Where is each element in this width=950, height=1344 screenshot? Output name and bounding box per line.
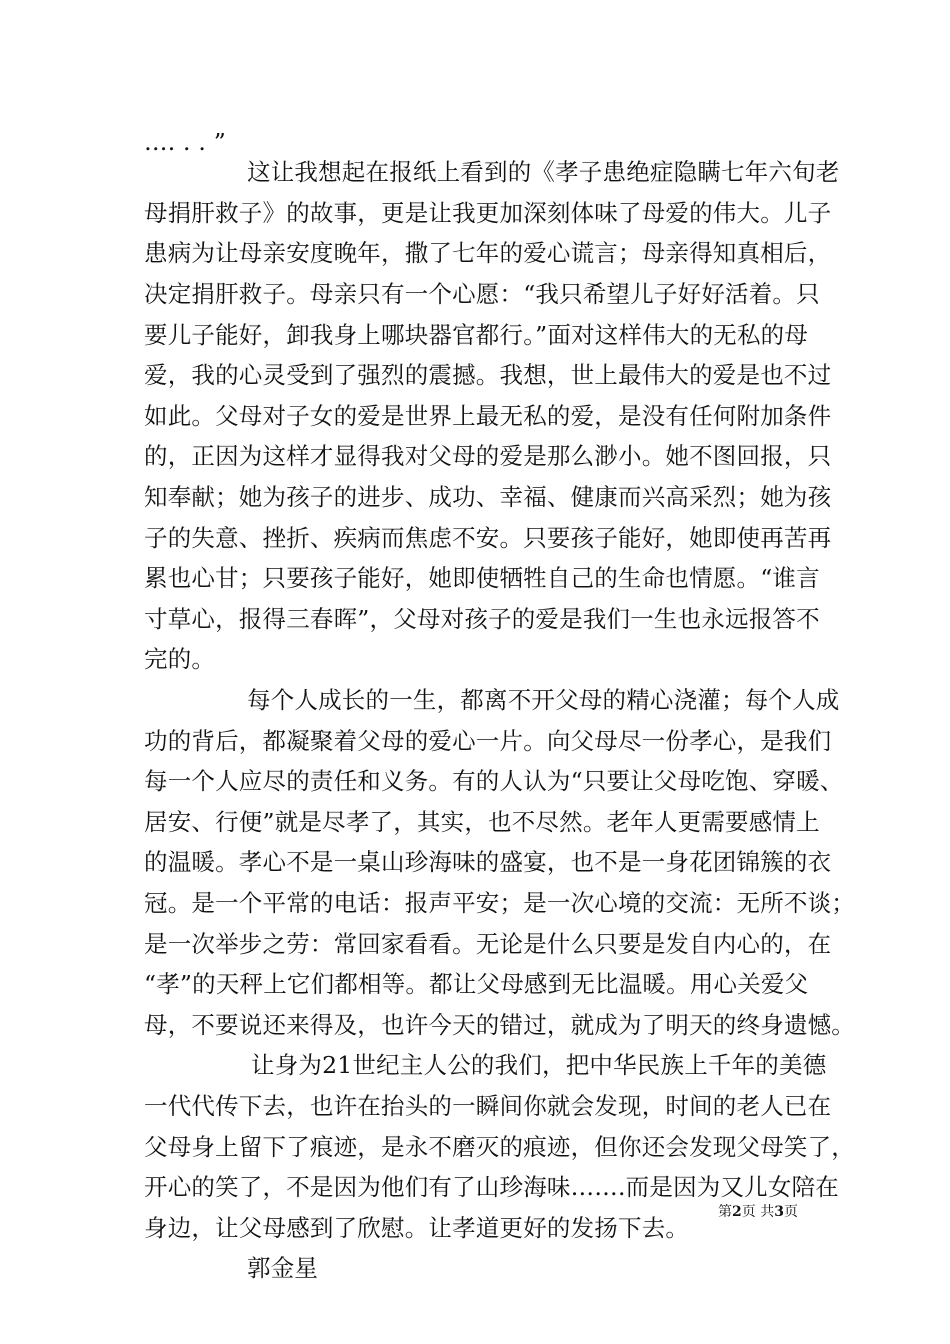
footer-middle: 页 共 bbox=[741, 1204, 775, 1220]
text-line: 爱，我的心灵受到了强烈的震撼。我想，世上最伟大的爱是也不过 bbox=[144, 361, 832, 389]
current-page-number: 2 bbox=[732, 1204, 742, 1220]
page-footer bbox=[718, 1203, 798, 1221]
text-line: 是一次举步之劳：常回家看看。无论是什么只要是发自内心的，在 bbox=[144, 930, 832, 958]
text-line: 要儿子能好，卸我身上哪块器官都行。”面对这样伟大的无私的母 bbox=[144, 321, 809, 349]
text-line: 母，不要说还来得及，也许今天的错过，就成为了明天的终身遗憾。 bbox=[144, 1011, 855, 1039]
text-line: 完的。 bbox=[144, 645, 216, 673]
total-page-count: 3 bbox=[774, 1204, 784, 1220]
author-name: 郭金星 bbox=[247, 1254, 319, 1282]
text-line: 这让我想起在报纸上看到的《孝子患绝症隐瞒七年六旬老 bbox=[247, 158, 840, 186]
text-line: 子的失意、挫折、疾病而焦虑不安。只要孩子能好，她即使再苦再 bbox=[144, 524, 832, 552]
text-line: 身边，让父母感到了欣慰。让孝道更好的发扬下去。 bbox=[144, 1214, 690, 1242]
text-line: 功的背后，都凝聚着父母的爱心一片。向父母尽一份孝心，是我们 bbox=[144, 727, 832, 755]
text-line: 让身为21世纪主人公的我们，把中华民族上千年的美德 bbox=[251, 1051, 827, 1079]
text-line: 居安、行便”就是尽孝了，其实，也不尽然。老年人更需要感情上 bbox=[144, 808, 820, 836]
footer-prefix: 第 bbox=[718, 1204, 732, 1220]
text-line: 开心的笑了，不是因为他们有了山珍海味…….而是因为又儿女陪在 bbox=[144, 1173, 839, 1201]
text-line: …. . . ” bbox=[144, 128, 226, 156]
text-line: 每一个人应尽的责任和义务。有的人认为“只要让父母吃饱、穿暖、 bbox=[144, 767, 844, 795]
footer-suffix: 页 bbox=[783, 1204, 798, 1220]
text-line: 如此。父母对子女的爱是世界上最无私的爱，是没有任何附加条件 bbox=[144, 402, 832, 430]
text-line: 的，正因为这样才显得我对父母的爱是那么渺小。她不图回报，只 bbox=[144, 442, 832, 470]
text-line: 母捐肝救子》的故事，更是让我更加深刻体味了母爱的伟大。儿子 bbox=[144, 199, 832, 227]
text-line: 一代代传下去，也许在抬头的一瞬间你就会发现，时间的老人已在 bbox=[144, 1092, 832, 1120]
text-line: 寸草心，报得三春晖”，父母对孩子的爱是我们一生也永远报答不 bbox=[144, 605, 820, 633]
text-line: 决定捐肝救子。母亲只有一个心愿：“我只希望儿子好好活着。只 bbox=[144, 280, 820, 308]
text-line: 冠。是一个平常的电话：报声平安；是一次心境的交流：无所不谈； bbox=[144, 889, 855, 917]
text-line: 的温暖。孝心不是一桌山珍海味的盛宴，也不是一身花团锦簇的衣 bbox=[144, 848, 832, 876]
text-line: “孝”的天秤上它们都相等。都让父母感到无比温暖。用心关爱父 bbox=[144, 970, 809, 998]
text-line: 患病为让母亲安度晚年，撒了七年的爱心谎言；母亲得知真相后， bbox=[144, 239, 832, 267]
text-line: 知奉献；她为孩子的进步、成功、幸福、健康而兴高采烈；她为孩 bbox=[144, 483, 832, 511]
text-line: 父母身上留下了痕迹，是永不磨灭的痕迹，但你还会发现父母笑了， bbox=[144, 1133, 855, 1161]
text-line: 累也心甘；只要孩子能好，她即使牺牲自己的生命也情愿。“谁言 bbox=[144, 564, 820, 592]
text-line: 每个人成长的一生，都离不开父母的精心浇灌；每个人成 bbox=[247, 686, 840, 714]
